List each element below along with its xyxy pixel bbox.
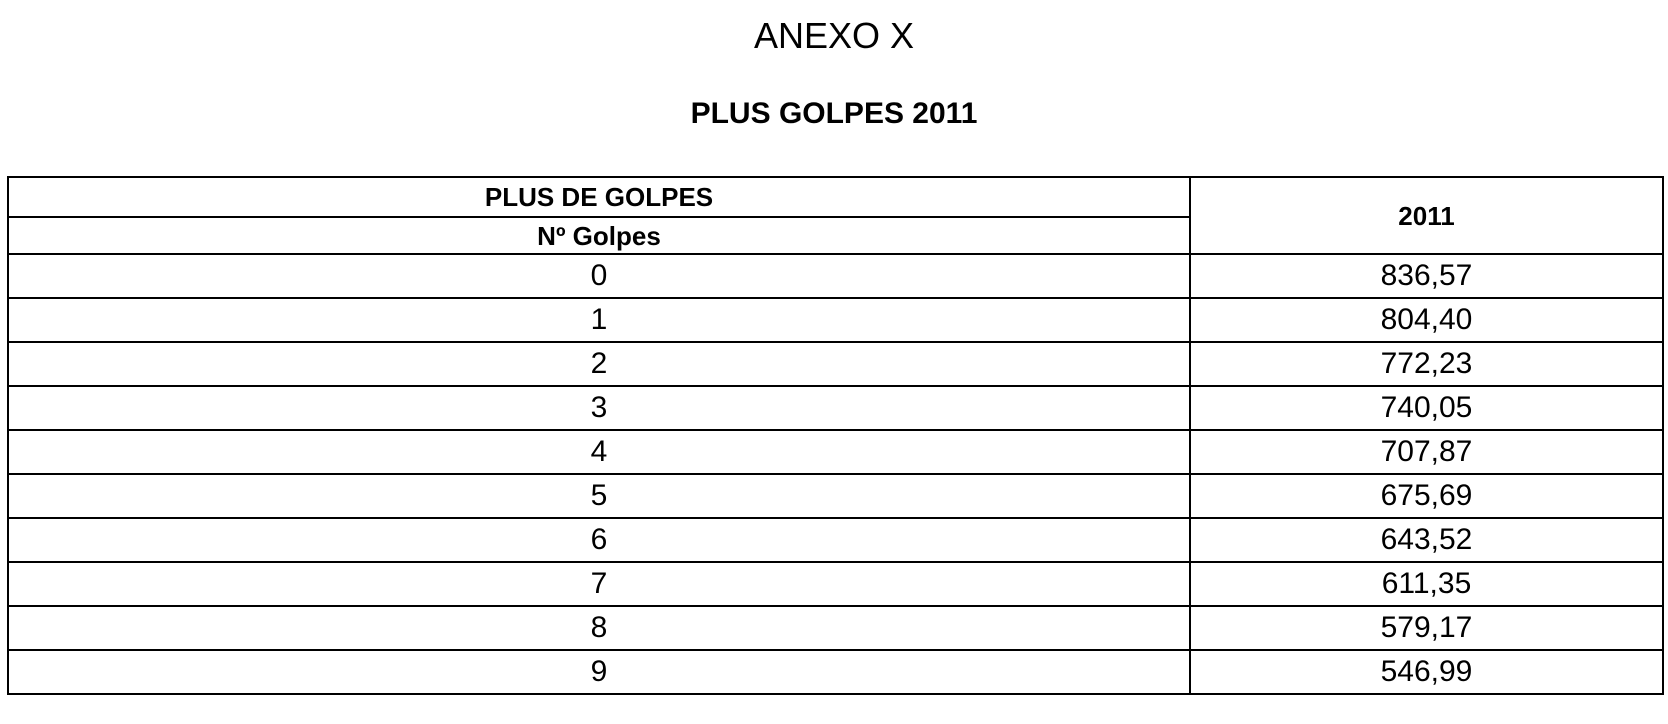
- golpes-cell: 5: [8, 474, 1190, 518]
- golpes-cell: 3: [8, 386, 1190, 430]
- table-row: [8, 386, 1663, 430]
- table-row: [8, 562, 1663, 606]
- header-group-cell: PLUS DE GOLPES: [8, 177, 1190, 217]
- table-row: [8, 518, 1663, 562]
- golpes-cell: 7: [8, 562, 1190, 606]
- value-cell: 675,69: [1190, 474, 1663, 518]
- golpes-cell: 9: [8, 650, 1190, 694]
- golpes-cell: 4: [8, 430, 1190, 474]
- value-cell: 740,05: [1190, 386, 1663, 430]
- table-row: [8, 650, 1663, 694]
- table-row: [8, 430, 1663, 474]
- golpes-cell: 6: [8, 518, 1190, 562]
- table-row: [8, 474, 1663, 518]
- plus-golpes-table: [7, 176, 1664, 695]
- value-cell: 707,87: [1190, 430, 1663, 474]
- golpes-cell: 1: [8, 298, 1190, 342]
- value-cell: 579,17: [1190, 606, 1663, 650]
- golpes-cell: 8: [8, 606, 1190, 650]
- table-row: [8, 342, 1663, 386]
- value-cell: 643,52: [1190, 518, 1663, 562]
- golpes-cell: 2: [8, 342, 1190, 386]
- annex-title: ANEXO X: [753, 15, 915, 56]
- document-subtitle: PLUS GOLPES 2011: [690, 97, 978, 130]
- value-cell: 836,57: [1190, 254, 1663, 298]
- golpes-cell: 0: [8, 254, 1190, 298]
- table-header-row: [8, 177, 1663, 217]
- table-body: [8, 177, 1663, 694]
- value-cell: 611,35: [1190, 562, 1663, 606]
- value-cell: 772,23: [1190, 342, 1663, 386]
- table-row: [8, 606, 1663, 650]
- table-row: [8, 254, 1663, 298]
- value-cell: 804,40: [1190, 298, 1663, 342]
- table-row: [8, 298, 1663, 342]
- header-year-cell: 2011: [1190, 177, 1663, 254]
- value-cell: 546,99: [1190, 650, 1663, 694]
- header-golpes-cell: Nº Golpes: [8, 217, 1190, 254]
